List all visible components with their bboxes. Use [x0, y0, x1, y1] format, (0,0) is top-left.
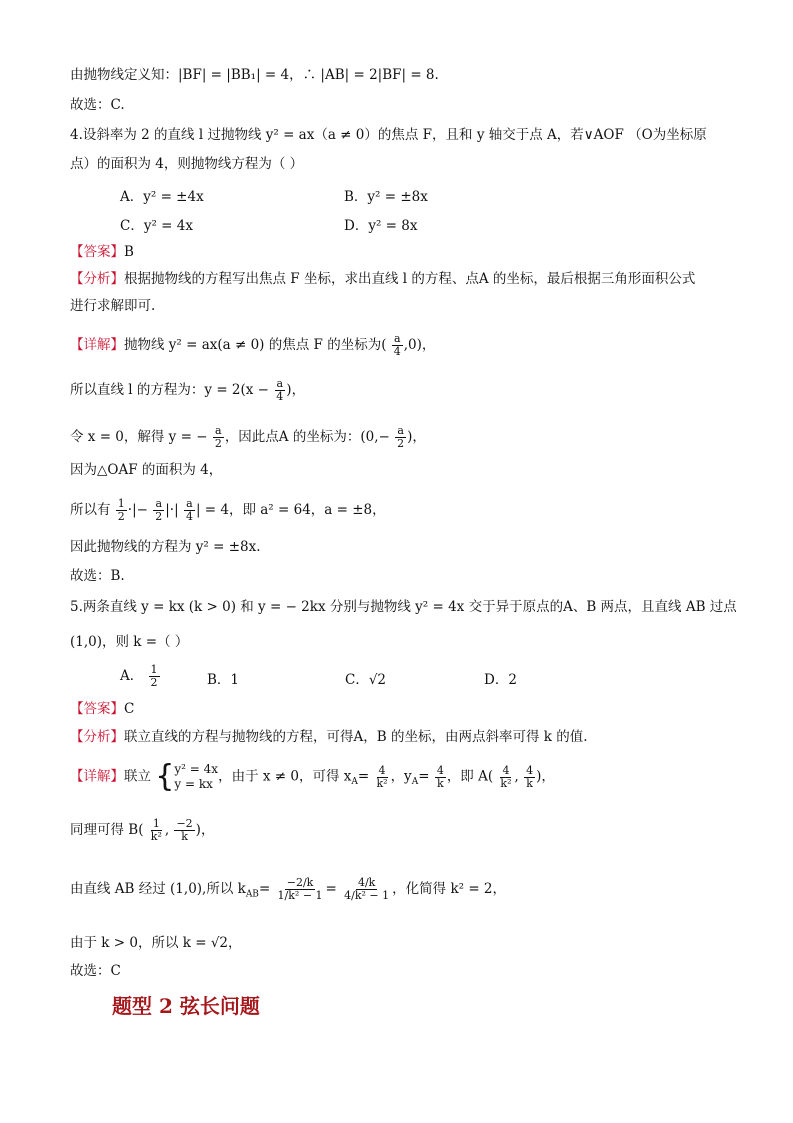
detail-text: 所以直线 l 的方程为：y = 2(x − — [70, 382, 269, 398]
brace: { — [155, 759, 175, 794]
detail-text-tail: ,0)， — [403, 337, 436, 353]
q4-option-c: C．y² = 4x — [120, 218, 193, 234]
analysis-text: 联立直线的方程与抛物线的方程，可得A，B 的坐标，由两点斜率可得 k 的值. — [124, 729, 588, 745]
equals: = — [325, 881, 337, 897]
subscript: A — [351, 777, 358, 788]
answer-tag: 【答案】 — [70, 244, 124, 260]
detail-text-tail: ，化简得 k² = 2， — [392, 881, 507, 897]
fraction: $\frac{4}{k}$ — [436, 763, 444, 790]
detail-text-tail: )， — [536, 768, 555, 785]
q4-detail-1 — [70, 333, 435, 358]
fraction: $\frac{4}{\text{k²}}$ — [376, 763, 388, 790]
q5-detail-2 — [70, 818, 214, 843]
q5-detail-3 — [70, 877, 506, 904]
equals: = — [258, 881, 271, 897]
detail-text: 所以有 — [70, 502, 111, 518]
answer-tag: 【答案】 — [70, 701, 124, 717]
detail-text-mid: ，由于 x ≠ 0，可得 x — [218, 768, 352, 785]
q4-detail-2 — [70, 378, 305, 403]
analysis-text: 根据抛物线的方程写出焦点 F 坐标，求出直线 l 的方程、点A 的坐标，最后根据三角形面积公式 — [124, 271, 696, 287]
q5-detail-1 — [70, 759, 555, 794]
q5-option-b: B．1 — [207, 672, 240, 688]
q5-analysis — [70, 728, 588, 746]
detail-text-tail: | = 4，即 a² = 64，a = ±8， — [195, 502, 386, 518]
abs-open: ·|− — [127, 502, 148, 518]
fraction: $\frac{1}{2}$ — [150, 663, 158, 689]
question-4-text-cont: 点）的面积为 4，则抛物线方程为（ ） — [70, 156, 304, 172]
detail-tag: 【详解】 — [70, 768, 124, 785]
fraction: $\frac{-2}{k}$ — [176, 817, 193, 843]
analysis-tag: 【分析】 — [70, 729, 124, 745]
section-heading: 题型 2 弦长问题 — [112, 994, 260, 1018]
detail-text-mid: ，因此点A 的坐标为：(0,− — [224, 429, 390, 445]
q4-detail-5 — [70, 498, 386, 523]
detail-tag: 【详解】 — [70, 337, 124, 353]
q4-answer — [70, 243, 134, 261]
comma: , — [164, 822, 170, 838]
fraction: $\frac{a}{2}$ — [155, 497, 163, 523]
line-choose-c: 故选：C. — [70, 97, 125, 113]
question-5-text: 5.两条直线 y = kx (k > 0) 和 y = − 2kx 分别与抛物线 y² = 4x 交于异于原点的A、B 两点，且直线 AB 过点 — [70, 599, 737, 615]
q4-choose: 故选：B. — [70, 568, 125, 584]
fraction: $\frac{a}{4}$ — [185, 497, 193, 523]
fraction: $\frac{1}{2}$ — [117, 497, 125, 523]
equals: = — [357, 768, 370, 785]
answer-value: B — [124, 244, 134, 260]
q4-detail-3 — [70, 425, 426, 450]
fraction: $\frac{4}{k}$ — [526, 763, 534, 790]
fraction: $\frac{a}{4}$ — [393, 332, 401, 358]
q5-option-c: C．√2 — [345, 672, 387, 688]
detail-text-tail: )， — [286, 382, 306, 398]
detail-text: 令 x = 0，解得 y = − — [70, 429, 208, 445]
q5-option-d: D．2 — [484, 672, 517, 688]
q4-analysis — [70, 270, 695, 288]
question-5-text-cont: (1,0)，则 k =（ ） — [70, 634, 189, 650]
fraction: $\frac{4}{\text{k²}}$ — [500, 763, 512, 790]
detail-text-mid: ，y — [390, 768, 412, 785]
q4-option-b: B．y² = ±8x — [344, 189, 428, 205]
fraction: $\frac{-2/k}{\text{1/k² − 1}}$ — [277, 876, 323, 902]
detail-text: 同理可得 B( — [70, 822, 144, 838]
detail-text-tail: )， — [407, 429, 426, 445]
q5-detail-4: 由于 k > 0，所以 k = √2， — [70, 935, 242, 951]
line-definition: 由抛物线定义知：|BF| = |BB₁| = 4，∴ |AB| = 2|BF| = 8. — [70, 67, 439, 83]
comma: , — [514, 768, 519, 785]
q4-detail-4: 因为△OAF 的面积为 4， — [70, 462, 223, 478]
detail-text: 联立 — [124, 768, 151, 785]
fraction: $\frac{a}{2}$ — [397, 424, 405, 450]
fraction: $\frac{a}{4}$ — [276, 377, 284, 403]
detail-text: 由直线 AB 经过 (1,0),所以 k — [70, 881, 246, 897]
subscript: A — [411, 777, 419, 788]
question-4-text: 4.设斜率为 2 的直线 l 过抛物线 y² = ax（a ≠ 0）的焦点 F，且和 y 轴交于点 A，若∨AOF （O为坐标原 — [70, 127, 707, 143]
q5-choose: 故选：C — [70, 963, 121, 979]
q4-option-d: D．y² = 8x — [344, 218, 418, 234]
fraction: $\frac{a}{2}$ — [214, 424, 222, 450]
answer-value: C — [124, 701, 135, 717]
detail-text: 抛物线 y² = ax(a ≠ 0) 的焦点 F 的坐标为( — [124, 337, 387, 353]
detail-text-mid: ，即 A( — [446, 768, 494, 785]
fraction: $\frac{4/k}{\text{4/k² − 1}}$ — [344, 876, 390, 902]
subscript: AB — [245, 889, 259, 900]
q5-option-a — [120, 664, 161, 689]
equation-system: y² = 4x y = kx — [174, 762, 219, 791]
analysis-tag: 【分析】 — [70, 271, 124, 287]
detail-text-tail: )， — [195, 822, 215, 838]
q4-option-a: A．y² = ±4x — [120, 189, 204, 205]
q4-detail-6: 因此抛物线的方程为 y² = ±8x. — [70, 539, 261, 555]
fraction: $\frac{1}{\text{k²}}$ — [150, 817, 162, 843]
q4-analysis-cont: 进行求解即可. — [70, 298, 156, 314]
option-label: A． — [120, 668, 144, 684]
abs-mid: |·| — [165, 502, 179, 518]
equals: = — [418, 768, 430, 785]
q5-answer — [70, 700, 134, 718]
